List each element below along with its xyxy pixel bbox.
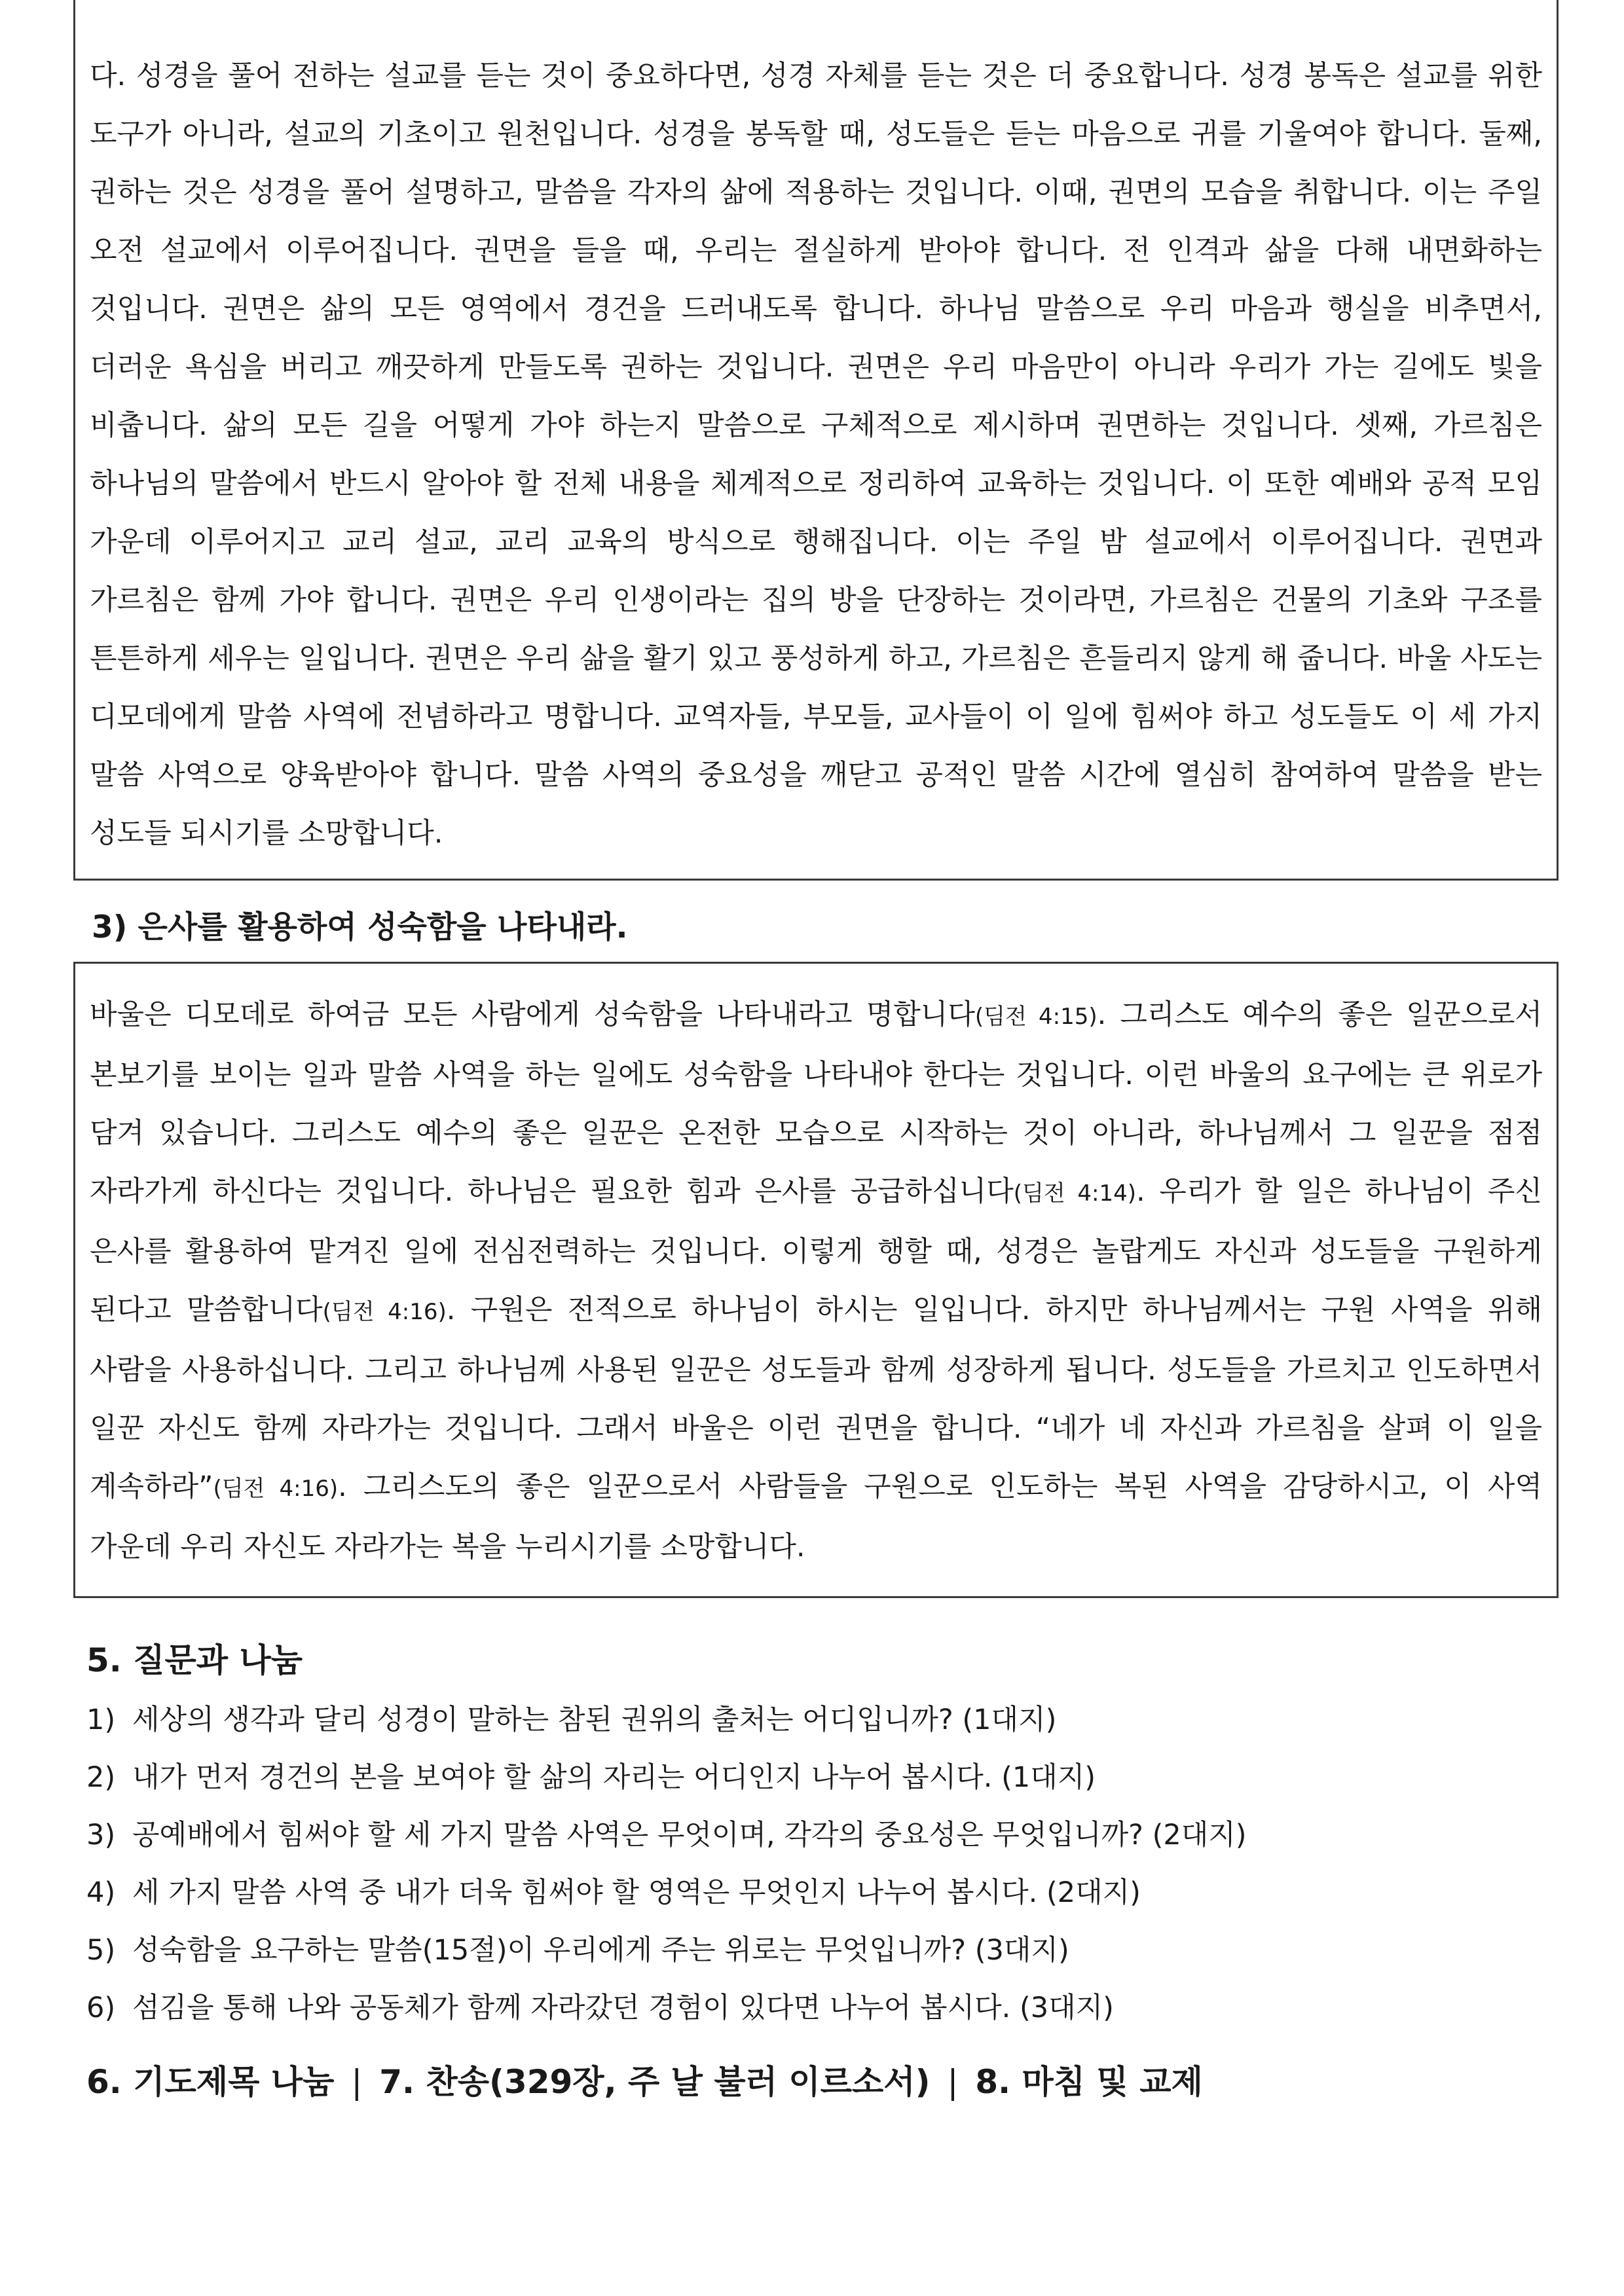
separator: | [351, 2063, 363, 2101]
text-part-4: . 구원은 전적으로 하나님이 하시는 일입니다. 하지만 하나님께서는 구원 사역을 위해 사람을 사용하십니다. 그리고 하나님께 사용된 일꾼은 성도들과 함께 성장하게 됩니다. 성도들을 가르치고 인도하면서 일꾼 자신도 함께 자라가는 것입니다. 그래서 바울은 이런 권면을 합니다. “네가 네 자신과 가르침을 살펴 이 일을 계속하라” [90, 1294, 1542, 1503]
text-part-2: . 그리스도 예수의 좋은 일꾼으로서 본보기를 보이는 일과 말씀 사역을 하는 일에도 성숙함을 나타내야 한다는 것입니다. 이런 바울의 요구에는 큰 위로가 담겨 있습니다. 그리스도 예수의 좋은 일꾼은 온전한 모습으로 시작하는 것이 아니라, 하나님께서 그 일꾼을 점점 자라가게 하신다는 것입니다. 하나님은 필요한 힘과 은사를 공급하십니다 [90, 998, 1542, 1208]
question-item [86, 1806, 1559, 1864]
text-part-3: . 우리가 할 일은 하나님이 주신 은사를 활용하여 맡겨진 일에 전심전력하는 것입니다. 이렇게 행할 때, 성경은 놀랍게도 자신과 성도들을 구원하게 된다고 말씀합니다 [90, 1175, 1542, 1326]
question-item [86, 1922, 1559, 1979]
question-list [73, 1691, 1559, 2037]
question-text: 공예배에서 힘써야 할 세 가지 말씀 사역은 무엇이며, 각각의 중요성은 무엇입니까? (2대지) [132, 1819, 1247, 1851]
document-page [73, 0, 1559, 2105]
section-3-text-box [73, 962, 1559, 1598]
question-text: 내가 먼저 경건의 본을 보여야 할 삶의 자리는 어디인지 나누어 봅시다. (1대지) [132, 1761, 1096, 1794]
bible-reference: (딤전 4:14) [1013, 1180, 1137, 1207]
question-item [86, 1979, 1559, 2037]
paragraph-word-ministry: 다. 성경을 풀어 전하는 설교를 듣는 것이 중요하다면, 성경 자체를 듣는 것은 더 중요합니다. 성경 봉독은 설교를 위한 도구가 아니라, 설교의 기초이고 원천입니다. 성경을 봉독할 때, 성도들은 듣는 마음으로 귀를 기울여야 합니다. 둘째, 권하는 것은 성경을 풀어 설명하고, 말씀을 각자의 삶에 적용하는 것입니다. 이때, 권면의 모습을 취합니다. 이는 주일 오전 설교에서 이루어집니다. 권면을 들을 때, 우리는 절실하게 받아야 합니다. 전 인격과 삶을 다해 내면화하는 것입니다. 권면은 삶의 모든 영역에서 경건을 드러내도록 합니다. 하나님 말씀으로 우리 마음과 행실을 비추면서, 더러운 욕심을 버리고 깨끗하게 만들도록 권하는 것입니다. 권면은 우리 마음만이 아니라 우리가 가는 길에도 빛을 비춥니다. 삶의 모든 길을 어떻게 가야 하는지 말씀으로 구체적으로 제시하며 권면하는 것입니다. 셋째, 가르침은 하나님의 말씀에서 반드시 알아야 할 전체 내용을 체계적으로 정리하여 교육하는 것입니다. 이 또한 예배와 공적 모임 가운데 이루어지고 교리 설교, 교리 교육의 방식으로 행해집니다. 이는 주일 밤 설교에서 이루어집니다. 권면과 가르침은 함께 가야 합니다. 권면은 우리 인생이라는 집의 방을 단장하는 것이라면, 가르침은 건물의 기초와 구조를 튼튼하게 세우는 일입니다. 권면은 우리 삶을 활기 있고 풍성하게 하고, 가르침은 흔들리지 않게 해 줍니다. 바울 사도는 디모데에게 말씀 사역에 전념하라고 명합니다. 교역자들, 부모들, 교사들이 이 일에 힘써야 하고 성도들도 이 세 가지 말씀 사역으로 양육받아야 합니다. 말씀 사역의 중요성을 깨닫고 공적인 말씀 시간에 열심히 참여하여 말씀을 받는 성도들 되시기를 소망합니다. [90, 60, 1542, 850]
continued-text-box [73, 0, 1559, 881]
question-text: 섬김을 통해 나와 공동체가 함께 자라갔던 경험이 있다면 나누어 봅시다. (3대지) [132, 1992, 1114, 2024]
paragraph-maturity [90, 986, 1542, 1576]
text-part-1: 바울은 디모데로 하여금 모든 사람에게 성숙함을 나타내라고 명합니다 [90, 998, 975, 1031]
question-number: 5) [86, 1934, 116, 1967]
section-5-heading: 5. 질문과 나눔 [86, 1641, 303, 1679]
prayer-sharing-item: 6. 기도제목 나눔 [86, 2063, 335, 2101]
question-text: 세상의 생각과 달리 성경이 말하는 참된 권위의 출처는 어디입니까? (1대지) [132, 1704, 1057, 1736]
question-number: 3) [86, 1819, 116, 1851]
bible-reference: (딤전 4:16) [213, 1476, 339, 1502]
question-number: 6) [86, 1992, 116, 2024]
question-item [86, 1691, 1559, 1749]
bible-reference: (딤전 4:16) [322, 1299, 447, 1325]
closing-order-line [73, 2037, 1559, 2105]
question-number: 2) [86, 1761, 116, 1794]
closing-item: 8. 마침 및 교제 [975, 2063, 1203, 2101]
text-part-5: . 그리스도의 좋은 일꾼으로서 사람들을 구원으로 인도하는 복된 사역을 감당하시고, 이 사역 가운데 우리 자신도 자라가는 복을 누리시기를 소망합니다. [90, 1470, 1542, 1563]
question-number: 1) [86, 1704, 116, 1736]
bible-reference: (딤전 4:15) [974, 1004, 1098, 1030]
question-text: 세 가지 말씀 사역 중 내가 더욱 힘써야 할 영역은 무엇인지 나누어 봅시다. (2대지) [132, 1876, 1141, 1909]
question-item [86, 1749, 1559, 1806]
question-number: 4) [86, 1876, 116, 1909]
question-item [86, 1864, 1559, 1922]
separator: | [947, 2063, 959, 2101]
question-text: 성숙함을 요구하는 말씀(15절)이 우리에게 주는 위로는 무엇입니까? (3대지) [132, 1934, 1069, 1967]
hymn-item: 7. 찬송(329장, 주 날 불러 이르소서) [379, 2063, 931, 2101]
section-3-heading: 3) 은사를 활용하여 성숙함을 나타내라. [92, 909, 628, 945]
